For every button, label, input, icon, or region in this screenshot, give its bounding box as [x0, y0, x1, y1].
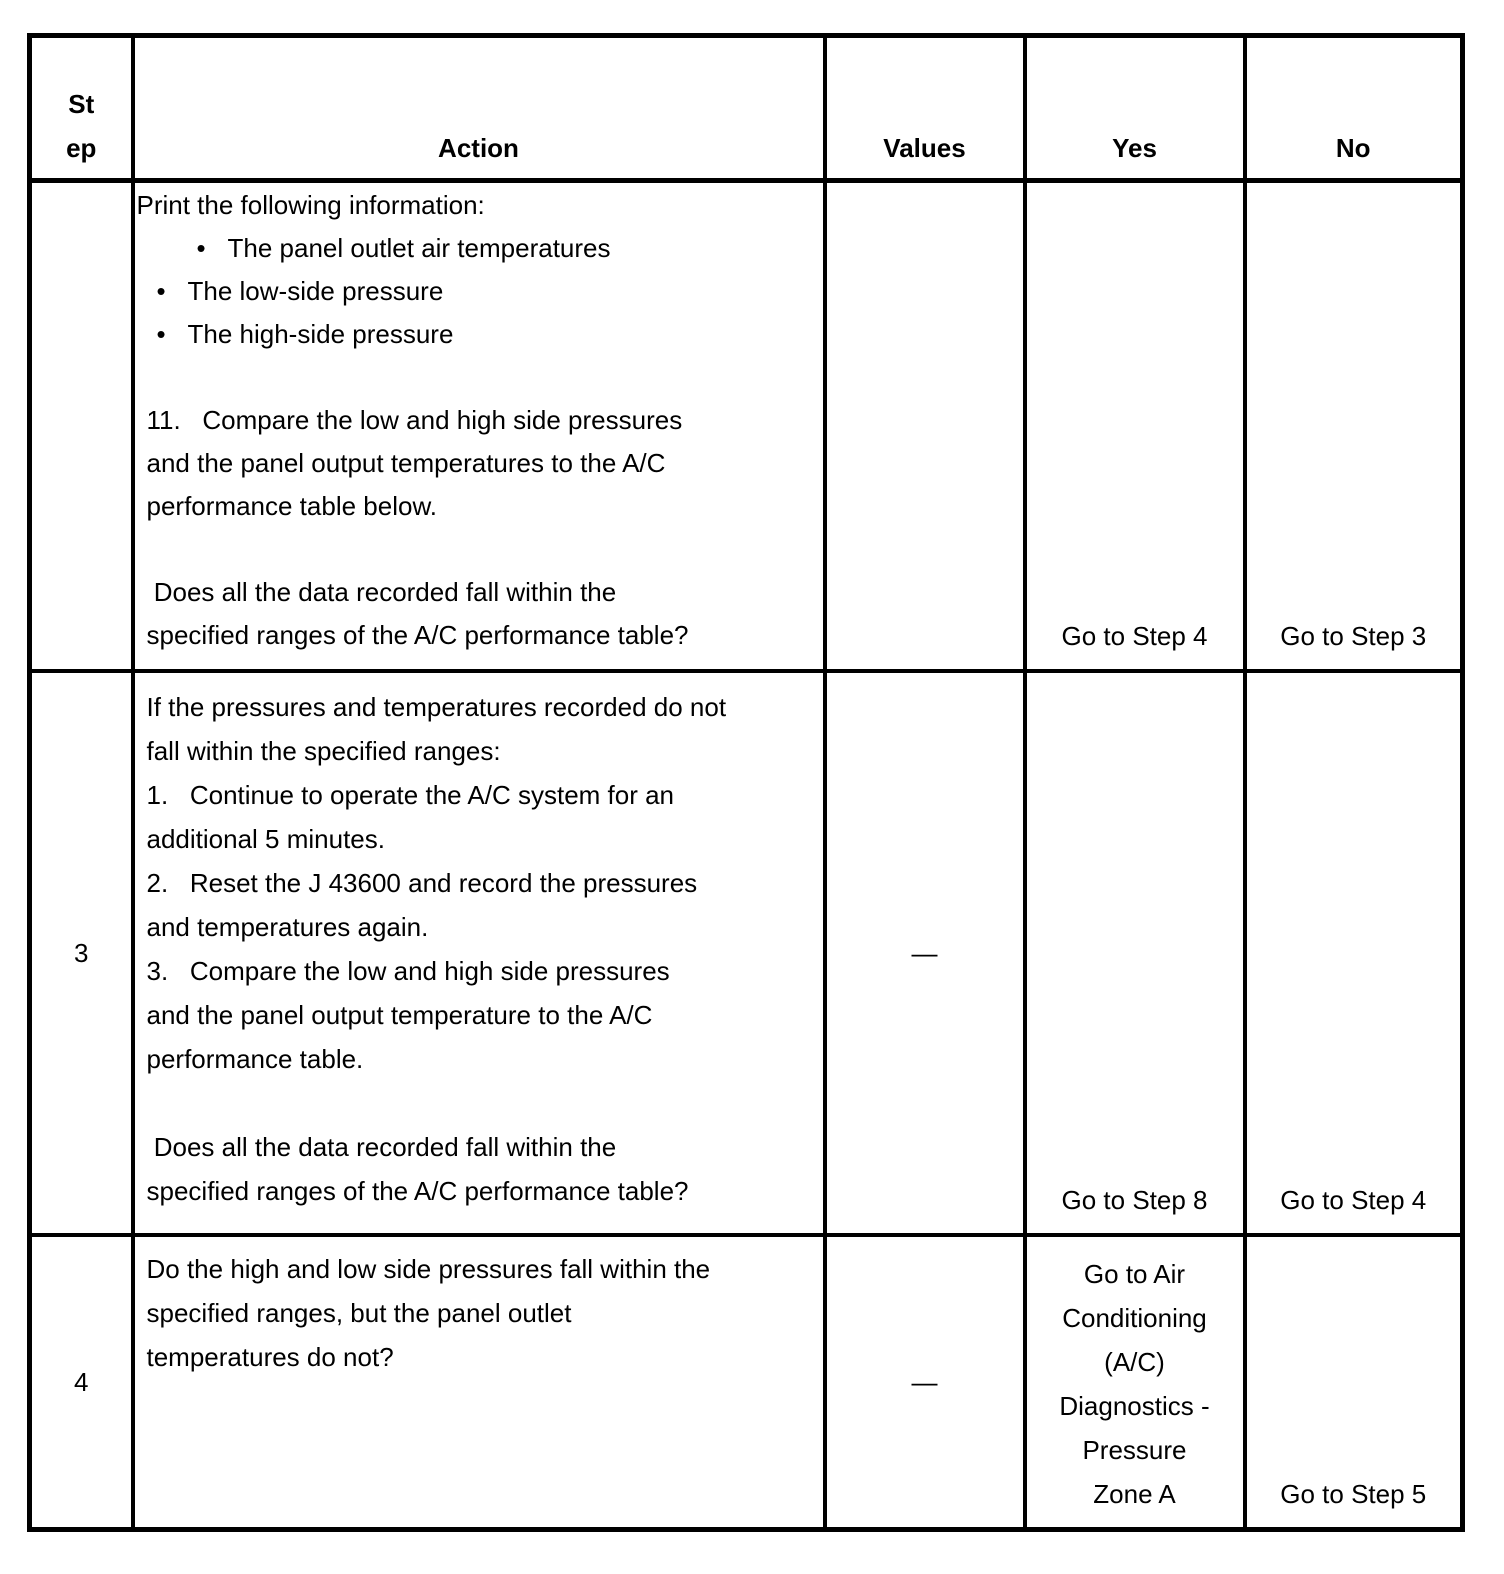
action-bullet-line	[135, 270, 815, 313]
action-line: and temperatures again.	[146, 911, 429, 942]
action-line: 11. Compare the low and high side pressures	[146, 405, 683, 435]
table-row	[30, 671, 1463, 1235]
action-cell	[133, 1235, 825, 1530]
yes-line: Diagnostics -	[1059, 1391, 1210, 1421]
action-line: temperatures do not?	[146, 1341, 394, 1372]
action-line-blank	[135, 356, 815, 399]
action-line: specified ranges, but the panel outlet	[146, 1297, 572, 1328]
yes-cell: Go to Step 8	[1025, 671, 1245, 1235]
action-bullet-line	[135, 227, 815, 270]
values-cell	[825, 1235, 1025, 1530]
yes-line: Zone A	[1093, 1479, 1176, 1509]
col-header-step	[30, 36, 133, 181]
action-line: The high-side pressure	[187, 319, 454, 349]
diagnostic-table	[27, 33, 1465, 1532]
action-line: and the panel output temperature to the A/C	[146, 999, 653, 1030]
action-cell	[133, 671, 825, 1235]
action-line: Do the high and low side pressures fall within the	[146, 1253, 711, 1284]
action-bullet-line	[135, 313, 815, 356]
table-row	[30, 1235, 1463, 1530]
yes-line: (A/C)	[1104, 1347, 1165, 1377]
yes-line: Go to Air	[1083, 1259, 1186, 1289]
step-cell: 3	[30, 671, 133, 1235]
step-header-line2: ep	[66, 133, 97, 163]
values-cell	[825, 181, 1025, 671]
yes-line: Pressure	[1082, 1435, 1187, 1465]
action-line-blank	[135, 1081, 815, 1125]
step-header-line1: St	[68, 89, 95, 119]
action-line: performance table below.	[146, 491, 438, 521]
action-line: 1. Continue to operate the A/C system for an	[146, 779, 675, 810]
action-line: specified ranges of the A/C performance table?	[146, 620, 689, 650]
action-line: 2. Reset the J 43600 and record the pressures	[146, 867, 698, 898]
action-line: If the pressures and temperatures recorded do not	[146, 691, 727, 722]
action-line: Does all the data recorded fall within the	[146, 1131, 617, 1162]
no-cell: Go to Step 4	[1245, 671, 1463, 1235]
action-line: additional 5 minutes.	[146, 823, 385, 854]
action-line: specified ranges of the A/C performance table?	[146, 1175, 689, 1206]
no-cell: Go to Step 3	[1245, 181, 1463, 671]
action-cell	[133, 181, 825, 671]
step-cell: 4	[30, 1235, 133, 1530]
yes-line: Conditioning	[1062, 1303, 1207, 1333]
bullet-icon: •	[156, 319, 166, 349]
bullet-icon: •	[156, 276, 166, 306]
bullet-icon: •	[196, 233, 206, 263]
table-row	[30, 181, 1463, 671]
action-line: fall within the specified ranges:	[146, 735, 501, 766]
header-row	[30, 36, 1463, 181]
em-dash: —	[911, 937, 938, 968]
step-cell	[30, 181, 133, 671]
action-line: and the panel output temperatures to the A/C	[146, 448, 666, 478]
em-dash: —	[911, 1366, 938, 1397]
action-line-blank	[135, 528, 815, 571]
no-cell: Go to Step 5	[1245, 1235, 1463, 1530]
action-line: 3. Compare the low and high side pressures	[146, 955, 670, 986]
action-line: Does all the data recorded fall within the	[146, 577, 617, 607]
yes-cell	[1025, 1235, 1245, 1530]
col-header-values: Values	[825, 36, 1025, 181]
col-header-no: No	[1245, 36, 1463, 181]
action-line: The panel outlet air temperatures	[227, 233, 611, 263]
col-header-yes: Yes	[1025, 36, 1245, 181]
values-cell	[825, 671, 1025, 1235]
action-line: Print the following information:	[136, 190, 485, 220]
action-line: The low-side pressure	[187, 276, 444, 306]
col-header-action: Action	[133, 36, 825, 181]
yes-cell: Go to Step 4	[1025, 181, 1245, 671]
action-line: performance table.	[146, 1043, 364, 1074]
